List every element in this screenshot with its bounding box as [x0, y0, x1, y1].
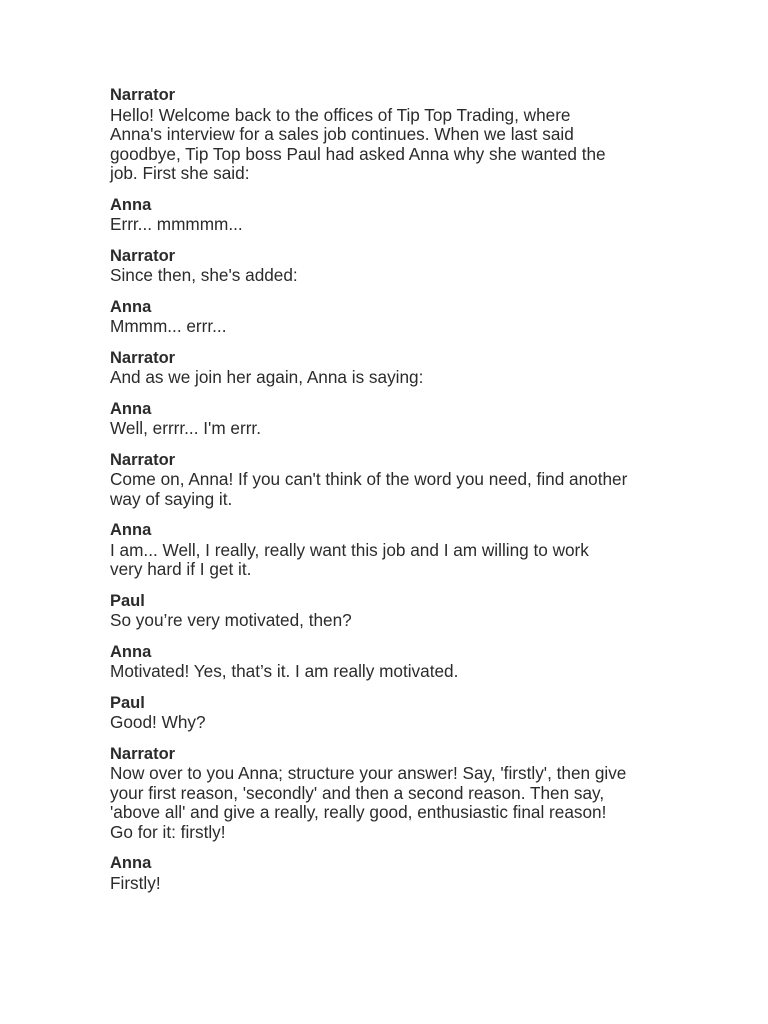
dialogue-text: Firstly!	[110, 872, 161, 893]
dialogue-turn	[110, 86, 670, 184]
dialogue-turn	[110, 451, 670, 510]
dialogue-text: I am... Well, I really, really want this job and I am willing to work very hard if I get it.	[110, 539, 589, 579]
dialogue-turn	[110, 349, 670, 388]
speaker-name: Anna	[110, 399, 152, 418]
speaker-name: Anna	[110, 521, 152, 539]
dialogue-text: Mmmm... errr...	[110, 316, 227, 336]
dialogue-text: Motivated! Yes, that’s it. I am really motivated.	[110, 661, 459, 681]
dialogue-text: And as we join her again, Anna is saying:	[110, 367, 424, 387]
dialogue-text: Since then, she's added:	[110, 265, 298, 285]
dialogue-text: Now over to you Anna; structure your answer! Say, 'firstly', then give your first reason, 'secondly' and then a second reason. Then say, 'above all' and give a really, really good, enthusiastic final reason! Go for it: firstly!	[110, 763, 627, 842]
speaker-name: Anna	[110, 195, 152, 214]
dialogue-text: Hello! Welcome back to the offices of Tip Top Trading, where Anna's interview for a sales job continues. When we last said goodbye, Tip Top boss Paul had asked Anna why she wanted the job. First she said:	[110, 104, 606, 183]
speaker-name: Paul	[110, 693, 145, 712]
dialogue-turn	[110, 643, 670, 682]
speaker-name: Narrator	[110, 348, 176, 367]
dialogue-turn	[110, 521, 670, 580]
speaker-name: Anna	[110, 642, 152, 661]
transcript	[110, 86, 670, 905]
speaker-name: Paul	[110, 591, 145, 610]
speaker-name: Narrator	[110, 744, 176, 763]
dialogue-turn	[110, 694, 670, 733]
dialogue-turn	[110, 196, 670, 235]
dialogue-text: Well, errrr... I'm errr.	[110, 418, 261, 438]
dialogue-turn	[110, 400, 670, 439]
dialogue-turn	[110, 247, 670, 286]
dialogue-text: Errr... mmmmm...	[110, 214, 243, 234]
speaker-name: Anna	[110, 854, 152, 872]
dialogue-text: So you’re very motivated, then?	[110, 610, 352, 630]
dialogue-turn	[110, 745, 670, 843]
speaker-name: Narrator	[110, 246, 176, 265]
dialogue-turn	[110, 854, 670, 893]
dialogue-text: Good! Why?	[110, 712, 206, 732]
speaker-name: Narrator	[110, 86, 176, 104]
speaker-name: Narrator	[110, 450, 176, 469]
dialogue-turn	[110, 592, 670, 631]
dialogue-text: Come on, Anna! If you can't think of the word you need, find another way of saying it.	[110, 469, 628, 509]
speaker-name: Anna	[110, 297, 152, 316]
dialogue-turn	[110, 298, 670, 337]
